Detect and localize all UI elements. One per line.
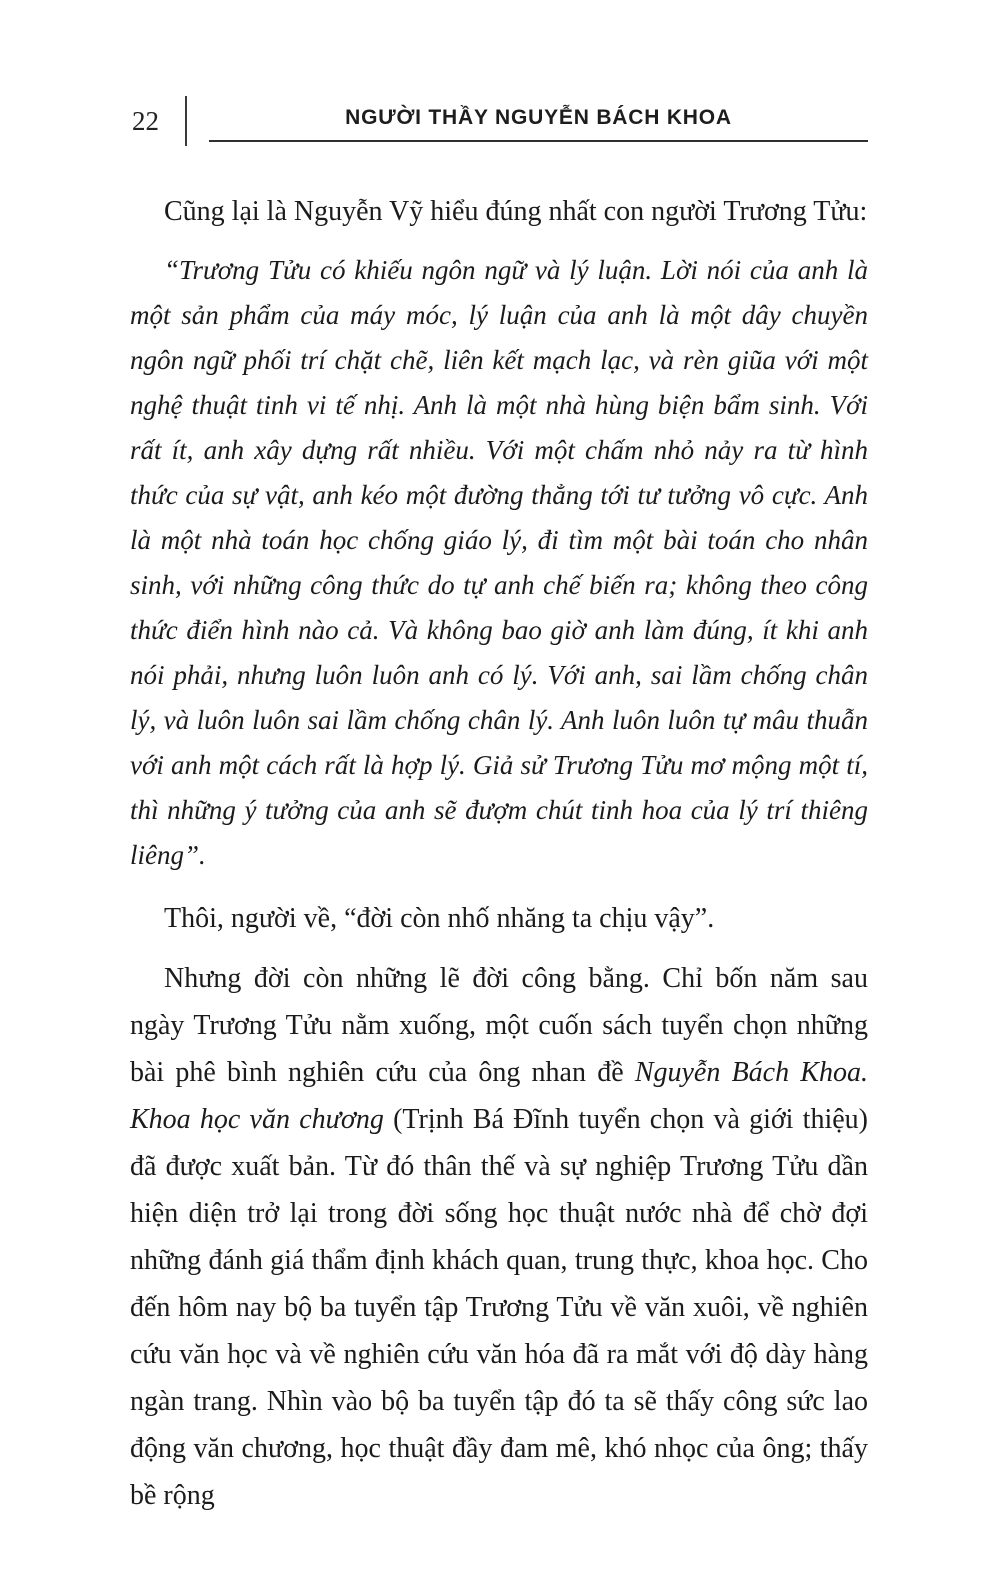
paragraph-quote: “Trương Tửu có khiếu ngôn ngữ và lý luận. Lời nói của anh là một sản phẩm của máy móc, lý luận của anh là một dây chuyền ngôn ngữ phối trí chặt chẽ, liên kết mạch lạc, và rèn giũa với một nghệ thuật tinh vi tế nhị. Anh là một nhà hùng biện bẩm sinh. Với rất ít, anh xây dựng rất nhiều. Với một chấm nhỏ nảy ra từ hình thức của sự vật, anh kéo một đường thẳng tới tư tưởng vô cực. Anh là một nhà toán học chống giáo lý, đi tìm một bài toán cho nhân sinh, với những công thức do tự anh chế biến ra; không theo công thức điển hình nào cả. Và không bao giờ anh làm đúng, ít khi anh nói phải, nhưng luôn luôn anh có lý. Với anh, sai lầm chống chân lý, và luôn luôn sai lầm chống chân lý. Anh luôn luôn tự mâu thuẫn với anh một cách rất là hợp lý. Giả sử Trương Tửu mơ mộng một tí, thì những ý tưởng của anh sẽ đượm chút tinh hoa của lý trí thiêng liêng”. bbox=[130, 255, 868, 870]
page-number: 22 bbox=[132, 106, 159, 136]
legacy-text-lead: Nhưng đời còn những lẽ đời công bằng. Chỉ bốn năm sau ngày Trương Tửu nằm xuống, một cuốn sách tuyển chọn những bài phê bình nghiên cứu của ông nhan đề bbox=[130, 963, 868, 1088]
legacy-book-title: Nguyễn Bách Khoa. Khoa học văn chương bbox=[130, 1057, 868, 1135]
paragraph-aside: Thôi, người về, “đời còn nhố nhăng ta chịu vậy”. bbox=[164, 903, 715, 934]
paragraph-legacy bbox=[130, 955, 868, 1519]
page-body bbox=[130, 188, 868, 1519]
page-header bbox=[130, 96, 868, 146]
header-rule bbox=[209, 140, 868, 142]
running-header-title: NGƯỜI THẦY NGUYỄN BÁCH KHOA bbox=[345, 106, 732, 129]
paragraph-intro: Cũng lại là Nguyễn Vỹ hiểu đúng nhất con người Trương Tửu: bbox=[164, 196, 868, 227]
header-title-block bbox=[187, 96, 868, 146]
legacy-text-rest: (Trịnh Bá Đĩnh tuyển chọn và giới thiệu) đã được xuất bản. Từ đó thân thế và sự nghiệp Trương Tửu dần hiện diện trở lại trong đời sống học thuật nước nhà để chờ đợi những đánh giá thẩm định khách quan, trung thực, khoa học. Cho đến hôm nay bộ ba tuyển tập Trương Tửu về văn xuôi, về nghiên cứu văn học và về nghiên cứu văn hóa đã ra mắt với độ dày hàng ngàn trang. Nhìn vào bộ ba tuyển tập đó ta sẽ thấy công sức lao động văn chương, học thuật đầy đam mê, khó nhọc của ông; thấy bề rộng bbox=[130, 1104, 868, 1511]
